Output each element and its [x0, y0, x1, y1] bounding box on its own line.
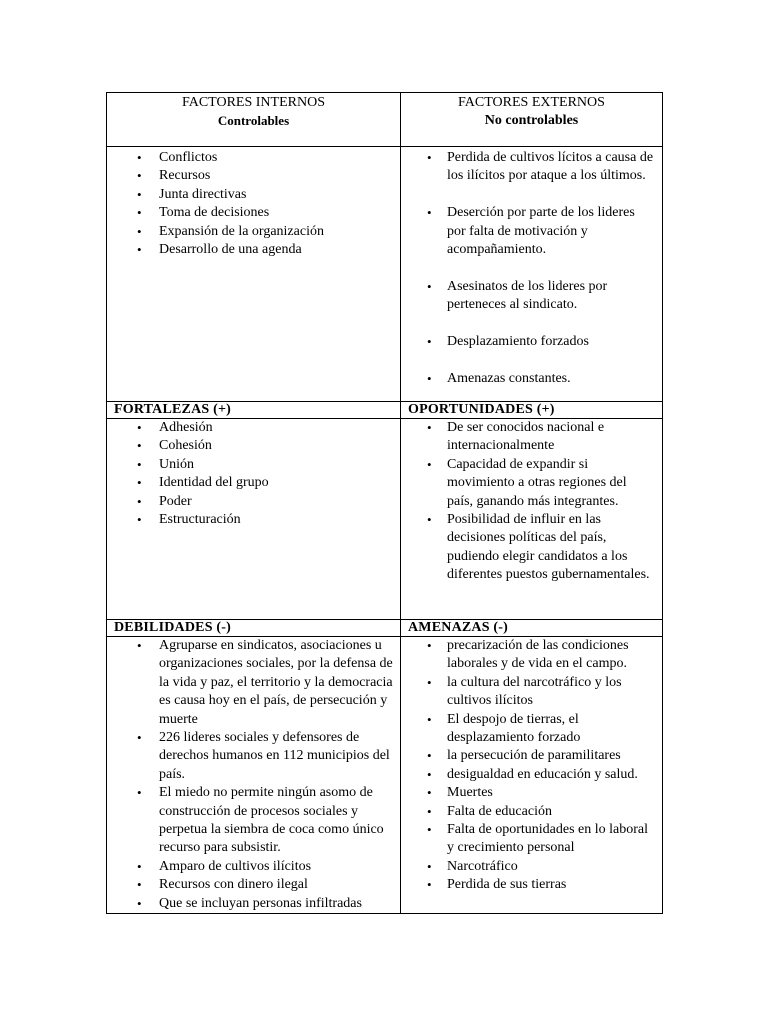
debilidades-label: DEBILIDADES (-): [107, 620, 401, 637]
list-item: • 226 lideres sociales y defensores de derechos humanos en 112 municipios del país.: [107, 729, 400, 784]
oportunidades-cell: [401, 419, 663, 620]
list-item: • Desarrollo de una agenda: [107, 241, 400, 259]
external-factors-header: [401, 93, 663, 147]
internal-factors-title: FACTORES INTERNOS: [181, 95, 325, 110]
list-item: • Amparo de cultivos ilícitos: [107, 858, 400, 876]
internal-factors-subtitle: Controlables: [217, 113, 290, 129]
internal-factors-cell: [107, 147, 401, 402]
list-item: • Adhesión: [107, 419, 400, 437]
list-item: • Toma de decisiones: [107, 204, 400, 222]
debilidades-list: [107, 637, 400, 913]
external-factors-subtitle: No controlables: [484, 113, 579, 129]
list-item: • Asesinatos de los lideres por perteneces al sindicato.: [401, 278, 662, 315]
list-item: • Identidad del grupo: [107, 474, 400, 492]
list-item: • Falta de educación: [401, 803, 662, 821]
list-item: • Conflictos: [107, 149, 400, 167]
list-item: • El miedo no permite ningún asomo de construcción de procesos sociales y perpetua la siembra de coca como único recurso para subsistir.: [107, 784, 400, 858]
fortalezas-list: [107, 419, 400, 529]
swot-table: [106, 92, 663, 914]
oportunidades-label: OPORTUNIDADES (+): [401, 402, 663, 419]
external-factors-title: FACTORES EXTERNOS: [458, 95, 605, 110]
oportunidades-list: [401, 419, 662, 585]
amenazas-cell: [401, 637, 663, 914]
internal-factors-header: [107, 93, 401, 147]
list-item: • El despojo de tierras, el desplazamiento forzado: [401, 711, 662, 748]
external-factors-cell: [401, 147, 663, 402]
list-item: • Perdida de sus tierras: [401, 876, 662, 894]
external-factors-list: [401, 149, 662, 388]
list-item: • Capacidad de expandir si movimiento a otras regiones del país, ganando más integrantes.: [401, 456, 662, 511]
fortalezas-cell: [107, 419, 401, 620]
list-item: • Perdida de cultivos lícitos a causa de los ilícitos por ataque a los últimos.: [401, 149, 662, 186]
list-item: • la persecución de paramilitares: [401, 747, 662, 765]
list-item: • Desplazamiento forzados: [401, 333, 662, 351]
amenazas-label: AMENAZAS (-): [401, 620, 663, 637]
list-item: • precarización de las condiciones laborales y de vida en el campo.: [401, 637, 662, 674]
list-item: • Expansión de la organización: [107, 223, 400, 241]
list-item: • De ser conocidos nacional e internacionalmente: [401, 419, 662, 456]
list-item: • Cohesión: [107, 437, 400, 455]
list-item: • la cultura del narcotráfico y los cultivos ilícitos: [401, 674, 662, 711]
list-item: • Deserción por parte de los lideres por falta de motivación y acompañamiento.: [401, 204, 662, 259]
list-item: • Poder: [107, 493, 400, 511]
list-item: • Muertes: [401, 784, 662, 802]
list-item: • Agruparse en sindicatos, asociaciones u organizaciones sociales, por la defensa de la vida y paz, el territorio y la democracia es causa hoy en el país, de persecución y muerte: [107, 637, 400, 729]
list-item: • Unión: [107, 456, 400, 474]
list-item: • Que se incluyan personas infiltradas: [107, 895, 400, 913]
internal-factors-list: [107, 149, 400, 259]
amenazas-list: [401, 637, 662, 895]
list-item: • Estructuración: [107, 511, 400, 529]
list-item: • desigualdad en educación y salud.: [401, 766, 662, 784]
list-item: • Recursos con dinero ilegal: [107, 876, 400, 894]
list-item: • Recursos: [107, 167, 400, 185]
fortalezas-label: FORTALEZAS (+): [107, 402, 401, 419]
list-item: • Posibilidad de influir en las decisiones políticas del país, pudiendo elegir candidatos a los diferentes puestos gubernamentales.: [401, 511, 662, 585]
debilidades-cell: [107, 637, 401, 914]
list-item: • Narcotráfico: [401, 858, 662, 876]
list-item: • Junta directivas: [107, 186, 400, 204]
list-item: • Falta de oportunidades en lo laboral y crecimiento personal: [401, 821, 662, 858]
list-item: • Amenazas constantes.: [401, 370, 662, 388]
